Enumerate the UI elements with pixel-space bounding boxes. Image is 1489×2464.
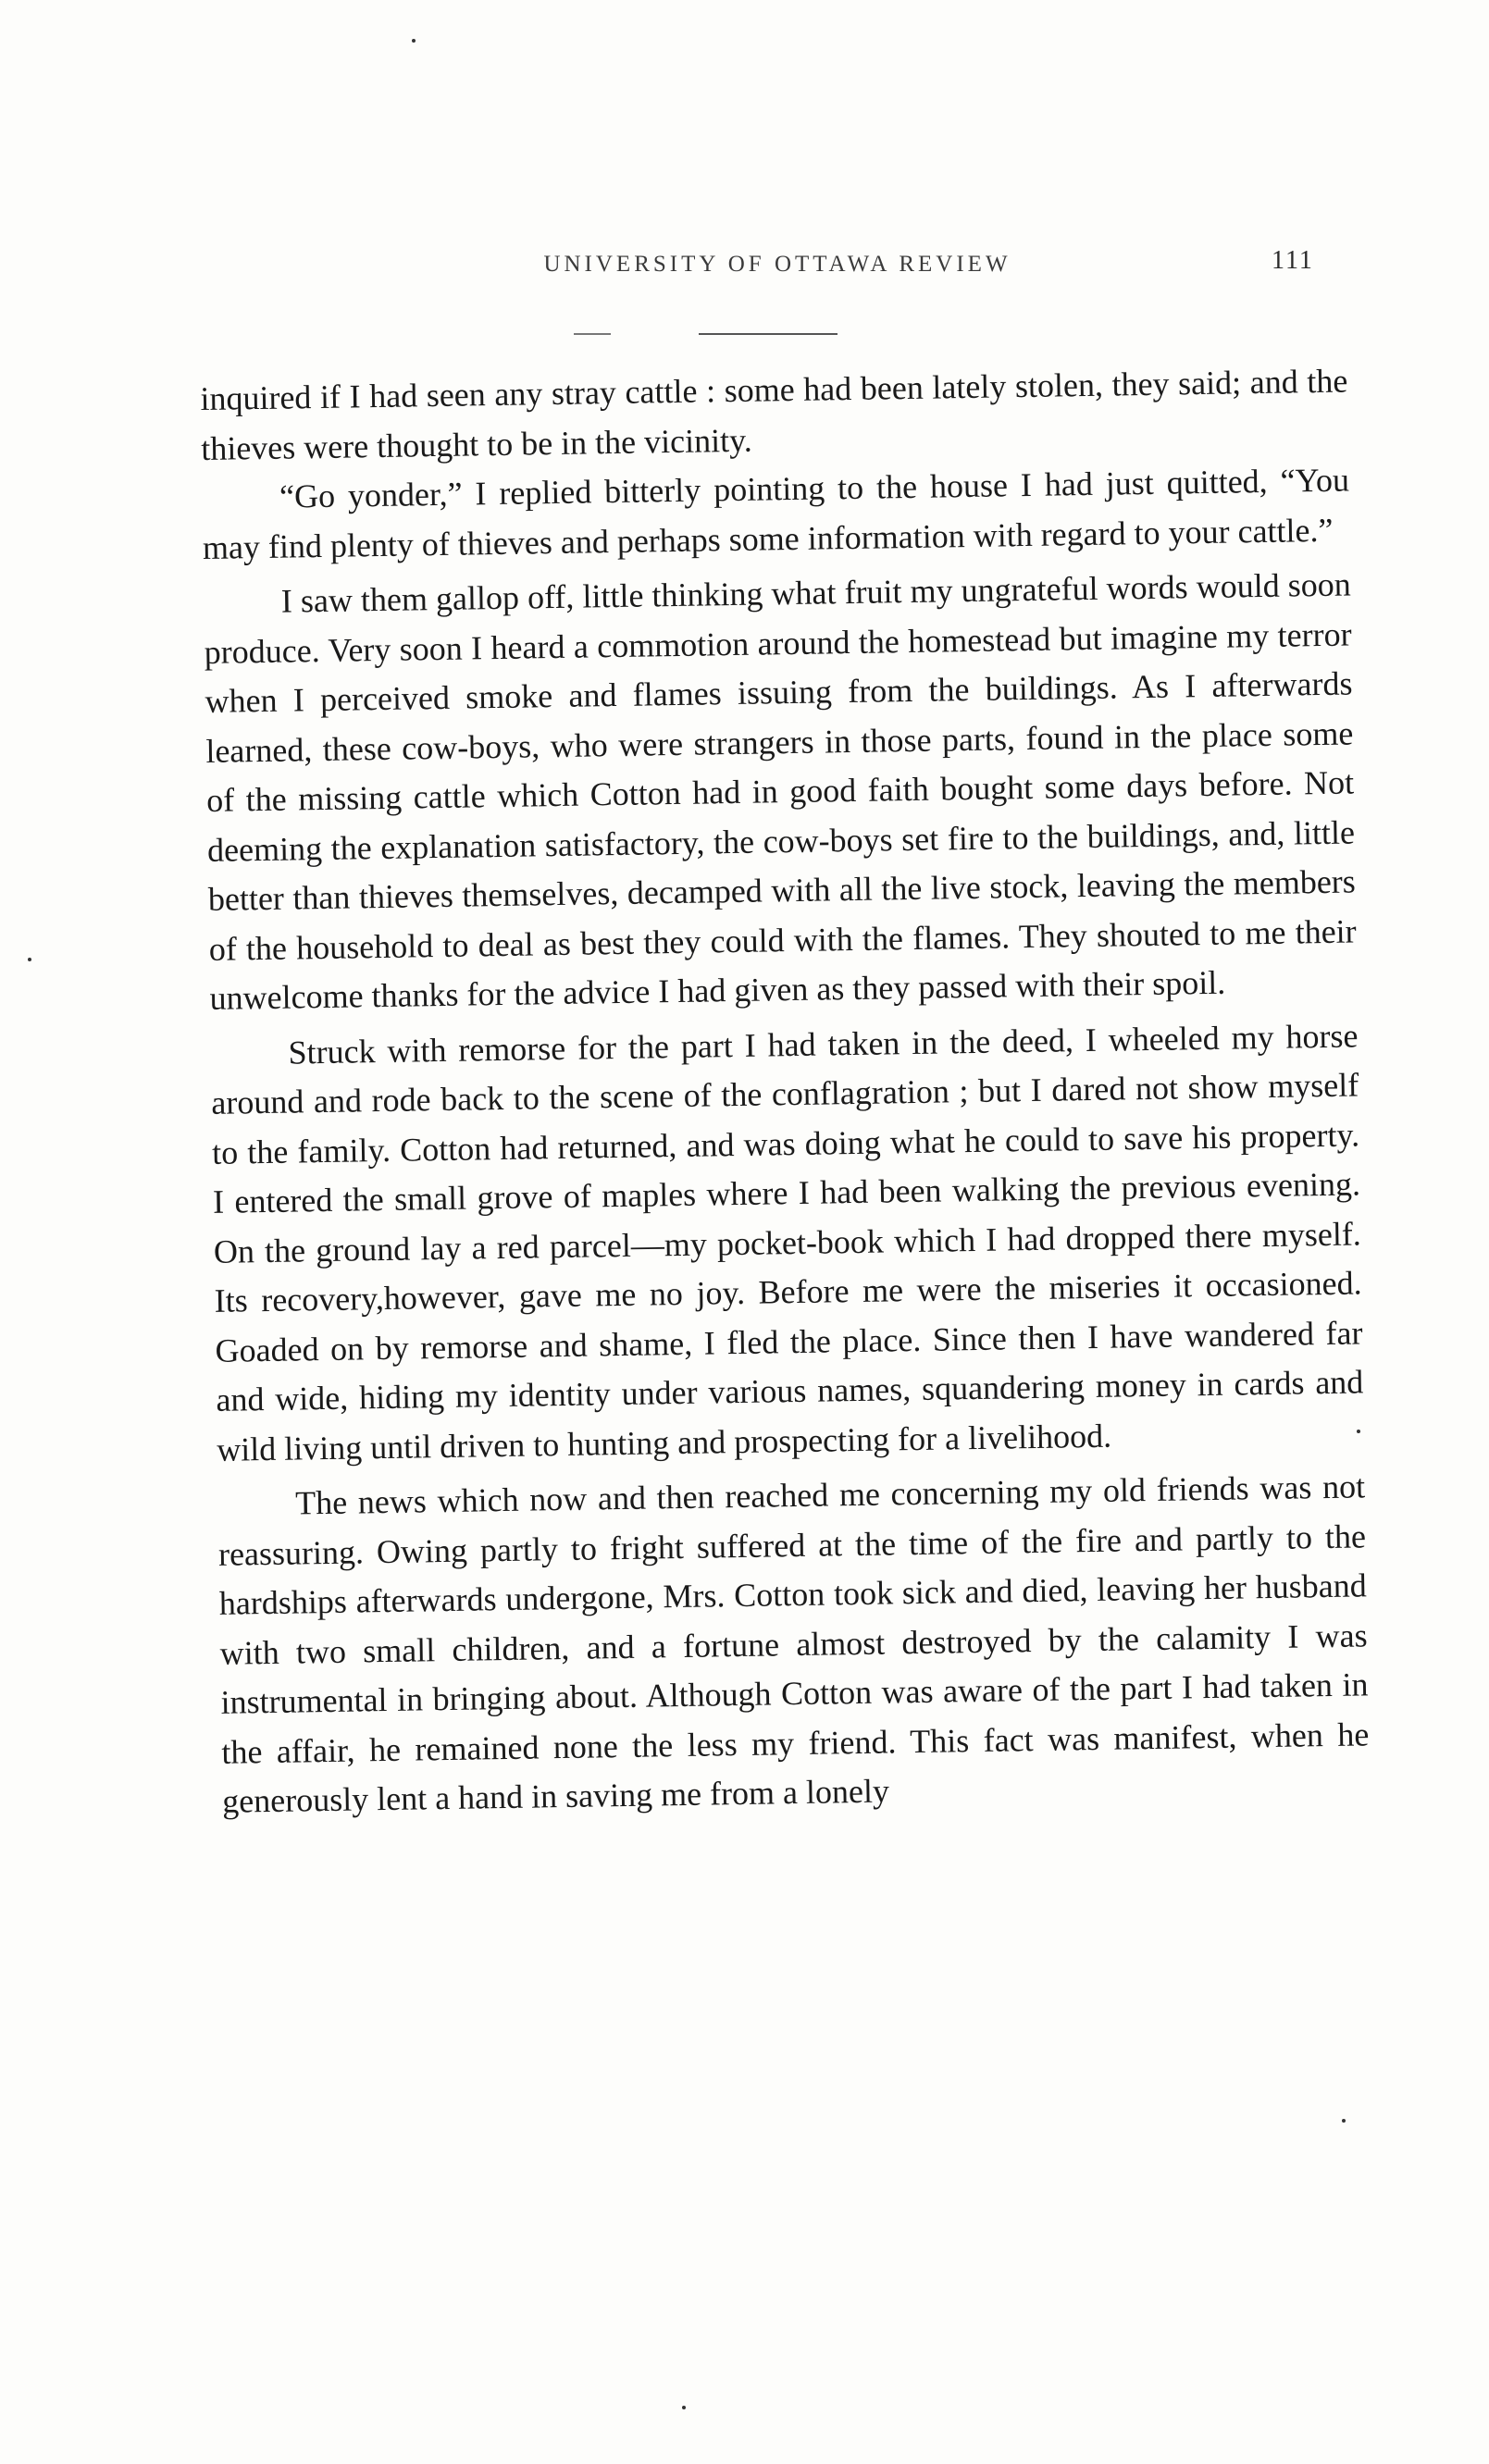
scan-speck: [1342, 2119, 1346, 2123]
paragraph-5: The news which now and then reached me concerning my old friends was not reassuring. Owing partly to fright suffered at the time of the fire and partly to the hardships afterwards undergone, Mrs. Cotton took sick and died, leaving her husband with two small children, and a fortune almost destroyed by the calamity I was instrumental in bringing about. Although Cotton was aware of the part I had taken in the affair, he remained none the less my friend. This fact was manifest, when he generously lent a hand in saving me from a lonely: [217, 1467, 1370, 1820]
paragraph-1: inquired if I had seen any stray cattle : some had been lately stolen, they said; and the thieves were thought to be in the vicinity.: [200, 362, 1348, 467]
header-rule: [699, 333, 838, 335]
scan-speck: [28, 958, 31, 961]
body-text: [200, 357, 1370, 1827]
scan-speck: [682, 2406, 686, 2409]
scan-speck: [1357, 1430, 1360, 1433]
paragraph-3: I saw them gallop off, little thinking what fruit my ungrateful words would soon produce. Very soon I heard a commotion around the homestead but imagine my terror when I perceived smoke and flames issuing from the buildings. As I afterwards learned, these cow-boys, who were strangers in those parts, found in the place some of the missing cattle which Cotton had in good faith bought some days before. Not deeming the explanation satisfactory, the cow-boys set fire to the buildings, and, little better than thieves themselves, decamped with all the live stock, leaving the members of the household to deal as best they could with the flames. They shouted to me their unwelcome thanks for the advice I had given as they passed with their spoil.: [204, 565, 1357, 1017]
page-number: 111: [1272, 246, 1314, 275]
paragraph-2: “Go yonder,” I replied bitterly pointing to the house I had just quitted, “You may find plenty of thieves and perhaps some information with regard to your cattle.”: [202, 461, 1350, 566]
scan-speck: [412, 39, 416, 43]
header-rule-left: [574, 333, 611, 335]
paragraph-4: Struck with remorse for the part I had taken in the deed, I wheeled my horse around and rode back to the scene of the conflagration ; but I dared not show myself to the family. Cotton had returned, and was doing what he could to save his property. I entered the small grove of maples where I had been walking the previous evening. On the ground lay a red parcel—my pocket-book which I had dropped there myself. Its recovery,however, gave me no joy. Before me were the miseries it occasioned. Goaded on by remorse and shame, I fled the place. Since then I have wandered far and wide, hiding my identity under various names, squandering money in cards and wild living until driven to hunting and prospecting for a livelihood.: [211, 1016, 1364, 1468]
running-head: UNIVERSITY OF OTTAWA REVIEW: [543, 252, 1011, 277]
